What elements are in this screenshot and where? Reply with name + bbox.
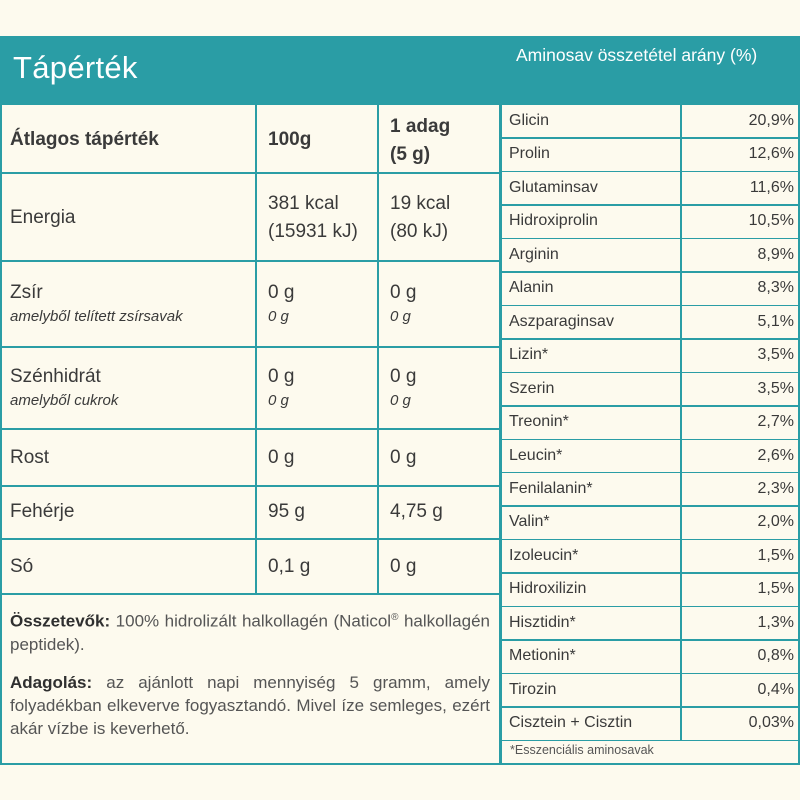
amino-value: 3,5% [757, 346, 794, 364]
amino-value: 3,5% [757, 379, 794, 397]
amino-name: Cisztein + Cisztin [509, 714, 633, 732]
amino-title: Aminosav összetétel arány (%) [516, 45, 758, 65]
amino-value: 1,5% [757, 546, 794, 564]
row-energy-name: Energia [10, 207, 76, 228]
amino-value: 12,6% [748, 145, 794, 163]
amino-name: Leucin* [509, 446, 563, 464]
amino-name: Valin* [509, 513, 550, 531]
amino-row-line [502, 405, 800, 407]
amino-name: Fenilalanin* [509, 479, 593, 497]
amino-row-line [502, 372, 800, 374]
row-salt-100g: 0,1 g [268, 556, 311, 577]
footnote: *Esszenciális aminosavak [510, 743, 654, 757]
amino-value: 11,6% [749, 178, 794, 196]
amino-value: 2,3% [757, 479, 794, 497]
row-protein-serving: 4,75 g [390, 501, 443, 522]
row-fat-100g: 0 g 0 g [268, 282, 295, 325]
amino-value: 8,9% [757, 245, 794, 263]
amino-value: 10,5% [748, 212, 794, 230]
ingredients-text: Összetevők: 100% hidrolizált halkollagén (Naticol® halkollagén peptidek). [10, 611, 490, 654]
amino-row-line [502, 238, 800, 240]
row-energy-serving: 19 kcal (80 kJ) [390, 193, 451, 242]
nutrition-header [0, 36, 500, 105]
row-carb-serving: 0 g 0 g [390, 366, 417, 409]
amino-row-line [502, 740, 800, 742]
row-line [0, 428, 500, 430]
amino-row-line [502, 439, 800, 441]
col-header-serving: 1 adag (5 g) [390, 116, 451, 165]
row-energy-100g: 381 kcal (15931 kJ) [268, 193, 358, 242]
row-line [0, 593, 500, 595]
row-fat-serving: 0 g 0 g [390, 282, 417, 325]
row-fiber-name: Rost [10, 447, 50, 468]
dosage-text: Adagolás: az ajánlott napi mennyiség 5 gramm, amely folyadékban elkeverve fogyasztandó. Mivel íze semleges, ezért akár vízbe is keverhető. [10, 673, 490, 738]
amino-value: 0,8% [757, 647, 794, 665]
amino-row-line [502, 706, 800, 708]
amino-value: 8,3% [757, 279, 794, 297]
amino-name: Metionin* [509, 647, 576, 665]
amino-name: Alanin [509, 279, 554, 297]
amino-name: Hisztidin* [509, 613, 576, 631]
amino-row-line [502, 137, 800, 139]
amino-name: Lizin* [509, 346, 549, 364]
amino-row-line [502, 673, 800, 675]
row-carb-sub: amelyből cukrok [10, 392, 119, 409]
row-carb-name: Szénhidrát amelyből cukrok [10, 366, 119, 409]
row-fat-name: Zsír amelyből telített zsírsavak [10, 282, 183, 325]
amino-value: 0,03% [748, 714, 794, 732]
amino-name: Aszparaginsav [509, 312, 614, 330]
amino-name: Glicin [509, 112, 550, 129]
amino-name: Hidroxilizin [509, 580, 587, 598]
amino-name: Arginin [509, 245, 559, 263]
amino-value: 2,0% [757, 513, 794, 531]
row-salt-name: Só [10, 556, 34, 577]
amino-row-line [502, 271, 800, 273]
col-header-label: Átlagos tápérték [10, 129, 159, 150]
amino-value: 2,6% [757, 446, 794, 464]
amino-name: Tirozin [509, 680, 557, 698]
nutrition-title: Tápérték [13, 50, 138, 85]
amino-name: Izoleucin* [509, 546, 579, 564]
row-salt-serving: 0 g [390, 556, 417, 577]
amino-row-line [502, 305, 800, 307]
row-line [0, 485, 500, 487]
amino-row-line [502, 338, 800, 340]
row-protein-100g: 95 g [268, 501, 305, 522]
amino-row-line [502, 171, 800, 173]
col-line [377, 105, 379, 594]
amino-name: Glutaminsav [509, 178, 598, 196]
amino-value: 20,9% [748, 112, 794, 129]
border-bottom [0, 763, 800, 765]
row-protein-name: Fehérje [10, 501, 75, 522]
amino-row-line [502, 639, 800, 641]
row-line [0, 538, 500, 540]
amino-value: 2,7% [757, 413, 794, 431]
amino-row-line [502, 204, 800, 206]
col-line [255, 105, 257, 594]
amino-row-line [502, 572, 800, 574]
amino-name: Treonin* [509, 413, 569, 431]
amino-row-line [502, 539, 800, 541]
row-carb-100g: 0 g 0 g [268, 366, 295, 409]
row-line [0, 346, 500, 348]
row-fat-sub: amelyből telített zsírsavak [10, 308, 183, 325]
amino-name: Szerin [509, 379, 555, 397]
amino-value: 1,3% [757, 613, 794, 631]
col-header-100g: 100g [268, 129, 312, 150]
amino-name: Hidroxiprolin [509, 212, 598, 230]
amino-row-line [502, 472, 800, 474]
row-line [0, 172, 500, 174]
amino-row-line [502, 606, 800, 608]
amino-col-line [680, 105, 682, 741]
divider-center [499, 36, 502, 765]
row-fiber-serving: 0 g [390, 447, 417, 468]
amino-value: 5,1% [757, 312, 794, 330]
row-fiber-100g: 0 g [268, 447, 295, 468]
amino-name: Prolin [509, 145, 550, 163]
amino-value: 0,4% [757, 680, 794, 698]
row-line [0, 260, 500, 262]
border-left [0, 36, 2, 765]
amino-header [502, 36, 800, 105]
amino-row-line [502, 505, 800, 507]
amino-value: 1,5% [757, 580, 794, 598]
